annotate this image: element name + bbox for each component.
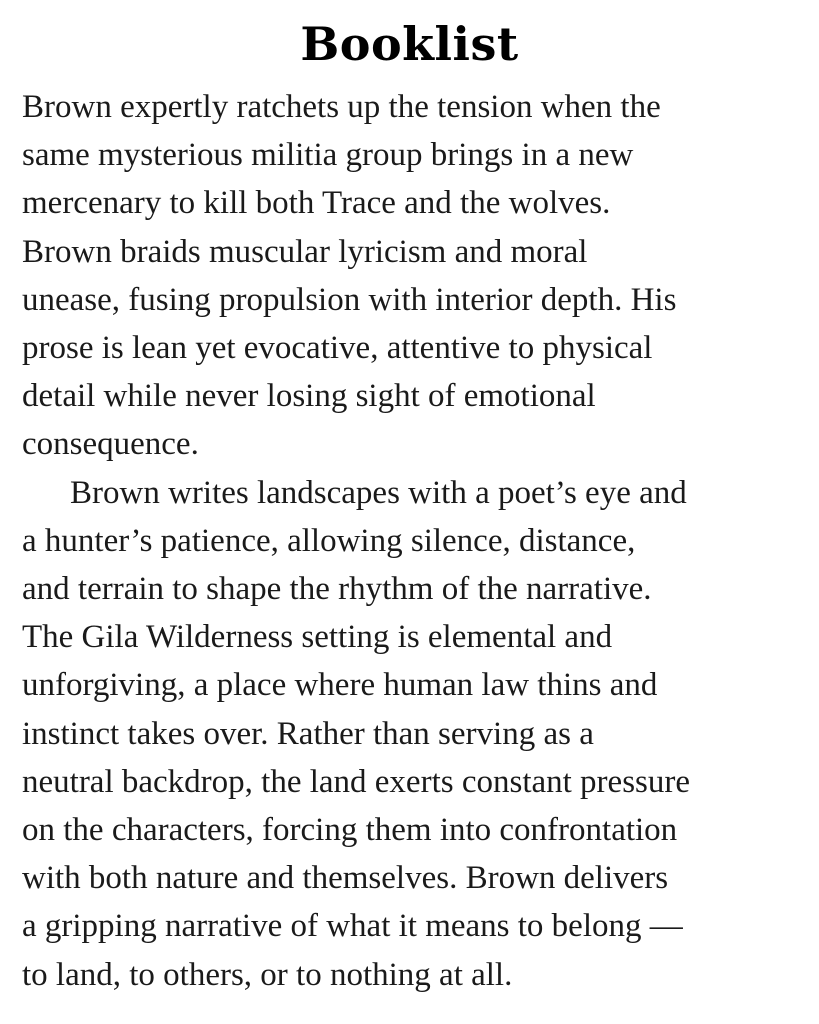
text-line: Brown braids muscular lyricism and moral	[22, 233, 588, 270]
text-line: a hunter’s patience, allowing silence, distance,	[22, 522, 636, 559]
text-line: same mysterious militia group brings in a new	[22, 137, 634, 174]
review-body	[22, 83, 812, 999]
text-line: neutral backdrop, the land exerts constant pressure	[22, 763, 691, 800]
text-line: mercenary to kill both Trace and the wolves.	[22, 185, 611, 222]
text-line: a gripping narrative of what it means to belong —	[22, 908, 683, 945]
text-line: detail while never losing sight of emotional	[22, 378, 596, 415]
text-line: Brown writes landscapes with a poet’s eye and	[70, 474, 687, 511]
review-paragraph-2	[22, 469, 812, 999]
text-line: instinct takes over. Rather than serving as a	[22, 715, 594, 752]
text-line: The Gila Wilderness setting is elemental and	[22, 619, 613, 656]
text-line: on the characters, forcing them into confrontation	[22, 812, 678, 849]
text-line: unforgiving, a place where human law thins and	[22, 667, 658, 704]
text-line: to land, to others, or to nothing at all.	[22, 956, 513, 993]
text-line: Brown expertly ratchets up the tension when the	[22, 89, 661, 125]
text-line: prose is lean yet evocative, attentive to physical	[22, 330, 653, 367]
text-line: and terrain to shape the rhythm of the narrative.	[22, 571, 652, 608]
text-line: unease, fusing propulsion with interior depth. His	[22, 281, 677, 318]
text-line: with both nature and themselves. Brown delivers	[22, 860, 669, 897]
page-title: Booklist	[300, 17, 519, 71]
review-paragraph-1	[22, 83, 812, 469]
text-line: consequence.	[22, 426, 199, 463]
